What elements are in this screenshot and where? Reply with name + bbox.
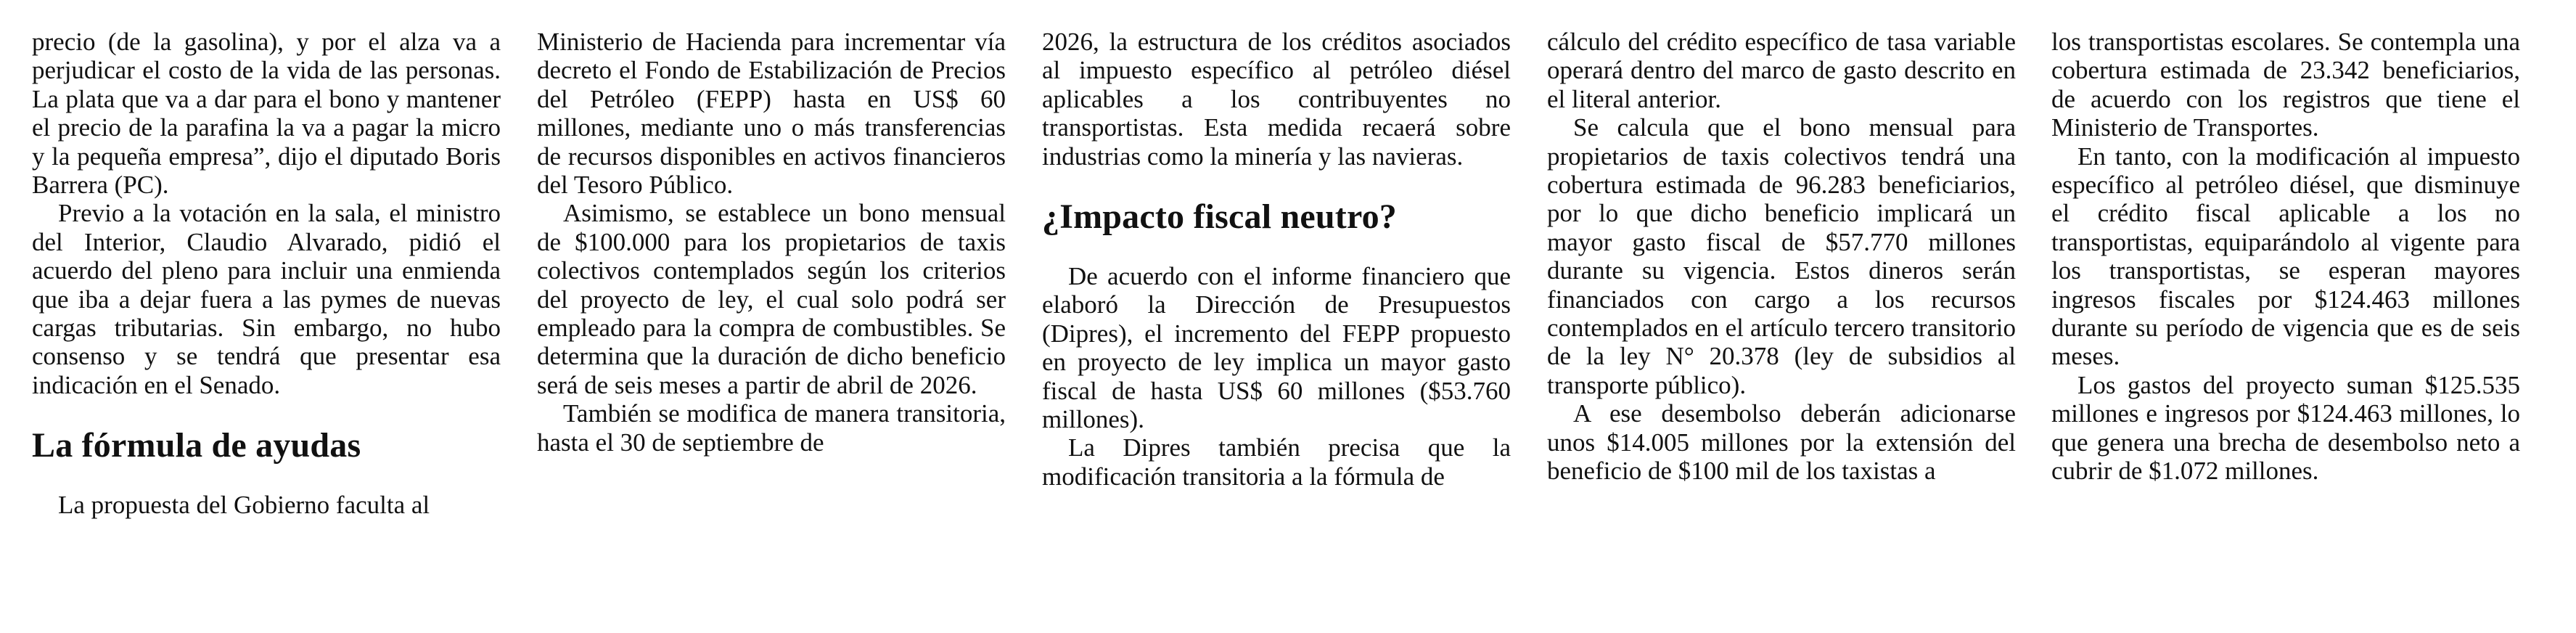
paragraph: los transportistas escolares. Se contempla una cobertura estimada de 23.342 beneficiarios, de acuerdo con los registros que tiene el Ministerio de Transportes. (2051, 28, 2520, 142)
article-column-2 (537, 28, 1006, 608)
paragraph: precio (de la gasolina), y por el alza va a perjudicar el costo de la vida de las personas. La plata que va a dar para el bono y mantener el precio de la parafina la va a pagar la micro y la pequeña empresa”, dijo el diputado Boris Barrera (PC). (32, 28, 501, 200)
paragraph: También se modifica de manera transitoria, hasta el 30 de septiembre de (537, 399, 1006, 457)
paragraph: La propuesta del Gobierno faculta al (58, 491, 430, 520)
paragraph: Previo a la votación en la sala, el ministro del Interior, Claudio Alvarado, pidió el acuerdo del pleno para incluir una enmienda que iba a dejar fuera a las pymes de nuevas cargas tributarias. Sin embargo, no hubo consenso y se tendrá que presentar esa indicación en el Senado. (32, 199, 501, 399)
article-column-5 (2051, 28, 2520, 608)
paragraph: De acuerdo con el informe financiero que elaboró la Dirección de Presupuestos (Dipres), el incremento del FEPP propuesto en proyecto de ley implica un mayor gasto fiscal de hasta US$ 60 millones ($53.760 millones). (1042, 262, 1511, 434)
section-heading: ¿Impacto fiscal neutro? (1042, 197, 1398, 237)
paragraph: Ministerio de Hacienda para incrementar vía decreto el Fondo de Estabilización de Precios del Petróleo (FEPP) hasta en US$ 60 millones, mediante uno o más transferencias de recursos disponibles en activos financieros del Tesoro Público. (537, 28, 1006, 200)
paragraph: Los gastos del proyecto suman $125.535 millones e ingresos por $124.463 millones, lo que genera una brecha de desembolso neto a cubrir de $1.072 millones. (2051, 370, 2520, 486)
paragraph: A ese desembolso deberán adicionarse unos $14.005 millones por la extensión del beneficio de $100 mil de los taxistas a (1547, 399, 2016, 486)
paragraph: La Dipres también precisa que la modificación transitoria a la fórmula de (1042, 433, 1511, 491)
paragraph: 2026, la estructura de los créditos asociados al impuesto específico al petróleo diésel aplicables a los contribuyentes no transportistas. Esta medida recaerá sobre industrias como la minería y las navieras. (1042, 28, 1511, 171)
paragraph: En tanto, con la modificación al impuesto específico al petróleo diésel, que disminuye el crédito fiscal aplicable a los no transportistas, equiparándolo al vigente para los transportistas, se esperan mayores ingresos fiscales por $124.463 millones durante su período de vigencia que es de seis meses. (2051, 142, 2520, 371)
paragraph: Asimismo, se establece un bono mensual de $100.000 para los propietarios de taxis colectivos contemplados según los criterios del proyecto de ley, el cual solo podrá ser empleado para la compra de combustibles. Se determina que la duración de dicho beneficio será de seis meses a partir de abril de 2026. (537, 199, 1006, 399)
article-column-1 (32, 28, 501, 608)
paragraph: cálculo del crédito específico de tasa variable operará dentro del marco de gasto descrito en el literal anterior. (1547, 28, 2016, 113)
section-heading: La fórmula de ayudas (32, 426, 361, 465)
article-column-3 (1042, 28, 1511, 608)
article-column-4 (1547, 28, 2016, 608)
paragraph: Se calcula que el bono mensual para propietarios de taxis colectivos tendrá una cobertura estimada de 96.283 beneficiarios, por lo que dicho beneficio implicará un mayor gasto fiscal de $57.770 millones durante su vigencia. Estos dineros serán financiados con cargo a los recursos contemplados en el artículo tercero transitorio de la ley N° 20.378 (ley de subsidios al transporte público). (1547, 113, 2016, 399)
